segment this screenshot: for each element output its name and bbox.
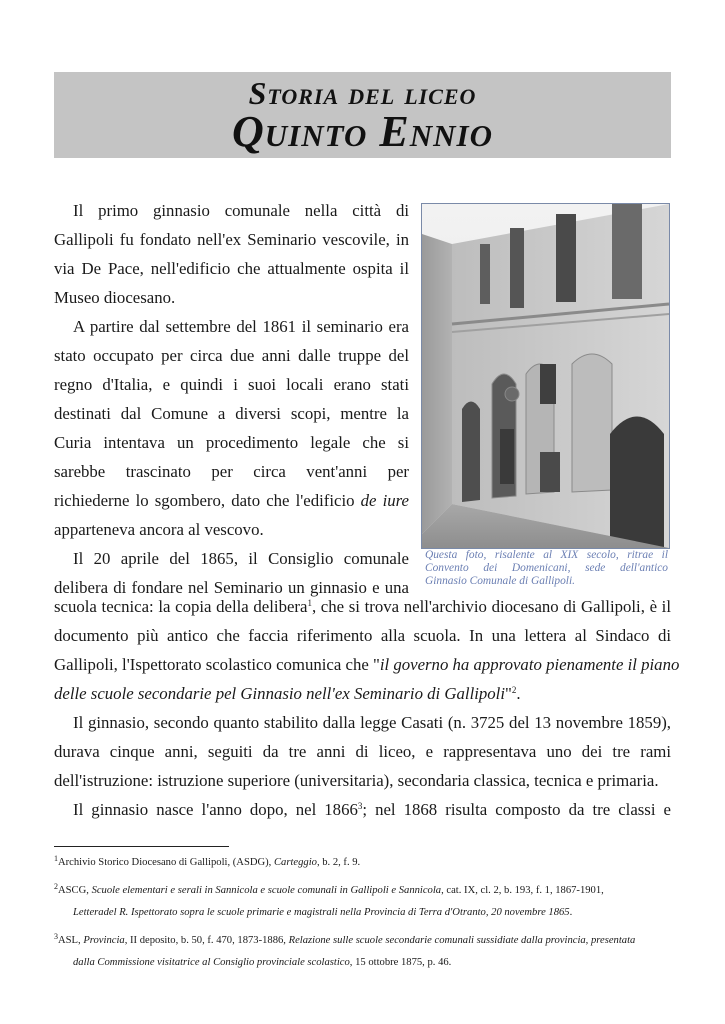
quote-text: delle scuole secondarie pel Ginnasio nell'ex Seminario di Gallipoli <box>54 684 506 703</box>
footnote-continuation <box>54 902 671 924</box>
body-text: ; nel 1868 risulta composto da tre classi e <box>362 800 672 819</box>
italic-term: de iure <box>360 491 409 510</box>
footnote-italic: Scuole elementari e serali in Sannicola e scuole comunali in Gallipoli e Sannicola <box>91 885 442 896</box>
body-line: Il primo ginnasio comunale nella città di <box>73 201 409 220</box>
title-line-1-text: Storia del liceo <box>248 75 477 111</box>
caption-line: Convento dei Domenicani, sede dell'antico <box>425 562 668 574</box>
title-line-2-text: Quinto Ennio <box>232 107 493 156</box>
body-line: dell'istruzione: istruzione superiore (universitaria), secondaria classica, tecnica e primaria. <box>54 771 659 790</box>
body-text: . <box>516 684 521 703</box>
body-line: A partire dal settembre del 1861 il seminario era <box>73 317 409 336</box>
body-text: Gallipoli, l'Ispettorato scolastico comunica che " <box>54 655 380 674</box>
footnote-number: 2 <box>54 882 58 891</box>
body-text: Il ginnasio nasce l'anno dopo, nel 1866 <box>73 800 358 819</box>
body-line: Il ginnasio, secondo quanto stabilito dalla legge Casati (n. 3725 del 13 novembre 1859), <box>73 713 671 732</box>
body-line: delibera di fondare nel Seminario un ginnasio e una <box>54 578 409 597</box>
footnote-1 <box>54 852 671 874</box>
title-banner <box>54 72 671 158</box>
body-column <box>54 196 409 602</box>
convent-photo-drawing <box>422 204 669 548</box>
footnote-2 <box>54 880 671 924</box>
body-line: destinati dal Comune a diversi scopi, mentre la <box>54 404 409 423</box>
footnote-text: , b. 2, f. 9. <box>316 857 361 868</box>
footnote-ref[interactable]: 1 <box>307 598 312 608</box>
caption-line: Ginnasio Comunale di Gallipoli. <box>425 575 575 587</box>
footnote-text: ASCG, <box>58 885 92 896</box>
footnote-number: 3 <box>54 932 58 941</box>
photo-caption <box>425 549 668 588</box>
body-line: Gallipoli fu fondato nell'ex Seminario vescovile, in <box>54 230 409 249</box>
body-line: documento più antico che faccia riferimento alla scuola. In una lettera al Sindaco di <box>54 626 671 645</box>
quote-text: il governo ha approvato pienamente il piano <box>379 655 680 674</box>
footnote-text: , cat. IX, cl. 2, b. 193, f. 1, 1867-1901, <box>441 885 604 896</box>
body-text: scuola tecnica: la copia della delibera <box>54 597 308 616</box>
footnote-continuation <box>54 952 671 974</box>
footnote-3 <box>54 930 671 974</box>
body-full-width <box>54 592 680 824</box>
body-line: stato occupato per circa due anni dalle truppe del <box>54 346 409 365</box>
convent-photo <box>421 203 670 549</box>
body-text: richiederne lo sgombero, dato che l'edificio <box>54 491 361 510</box>
body-line <box>54 650 680 679</box>
footnote-text: , 15 ottobre 1875, p. 46. <box>349 957 452 968</box>
footnote-italic: Letteradel R. Ispettorato sopra le scuole primarie e magistrali nella Provincia di Terra d'Otranto, 20 novembre 1865 <box>73 907 570 918</box>
body-line <box>54 679 671 708</box>
body-text: " <box>505 684 512 703</box>
body-line: via De Pace, nell'edificio che attualmente ospita il <box>54 259 409 278</box>
title-line-2 <box>54 108 671 156</box>
body-line: regno d'Italia, e quindi i suoi locali erano stati <box>54 375 409 394</box>
footnote-italic: Provincia <box>83 935 125 946</box>
body-line: sarebbe trascinato per circa vent'anni per <box>54 462 409 481</box>
footnote-separator <box>54 846 229 847</box>
footnote-text: . <box>569 907 573 918</box>
body-line: apparteneva ancora al vescovo. <box>54 520 264 539</box>
footnote-italic: dalla Commissione visitatrice al Consiglio provinciale scolastico <box>73 957 350 968</box>
footnote-text: , II deposito, b. 50, f. 470, 1873-1886, <box>124 935 289 946</box>
body-line: durava cinque anni, seguiti da tre anni di liceo, e rappresentava uno dei tre rami <box>54 742 671 761</box>
caption-line: Questa foto, risalente al XIX secolo, ritrae il <box>425 549 668 561</box>
footnote-text: Archivio Storico Diocesano di Gallipoli, (ASDG), <box>58 857 274 868</box>
footnote-number: 1 <box>54 854 58 863</box>
body-text: , che si trova nell'archivio diocesano di Gallipoli, è il <box>311 597 671 616</box>
body-line: Il 20 aprile del 1865, il Consiglio comunale <box>73 549 409 568</box>
body-line: Museo diocesano. <box>54 288 176 307</box>
body-line <box>54 795 671 824</box>
footnote-italic: Carteggio <box>273 857 317 868</box>
body-line: Curia intentava un procedimento legale che si <box>54 433 409 452</box>
body-line <box>54 486 409 515</box>
title-line-1 <box>54 76 671 110</box>
footnote-text: ASL, <box>58 935 84 946</box>
footnote-ref[interactable]: 3 <box>357 801 363 811</box>
body-line <box>54 592 671 621</box>
footnote-italic: Relazione sulle scuole secondarie comunali sussidiate dalla provincia, presentata <box>288 935 636 946</box>
footnote-ref[interactable]: 2 <box>511 685 517 695</box>
